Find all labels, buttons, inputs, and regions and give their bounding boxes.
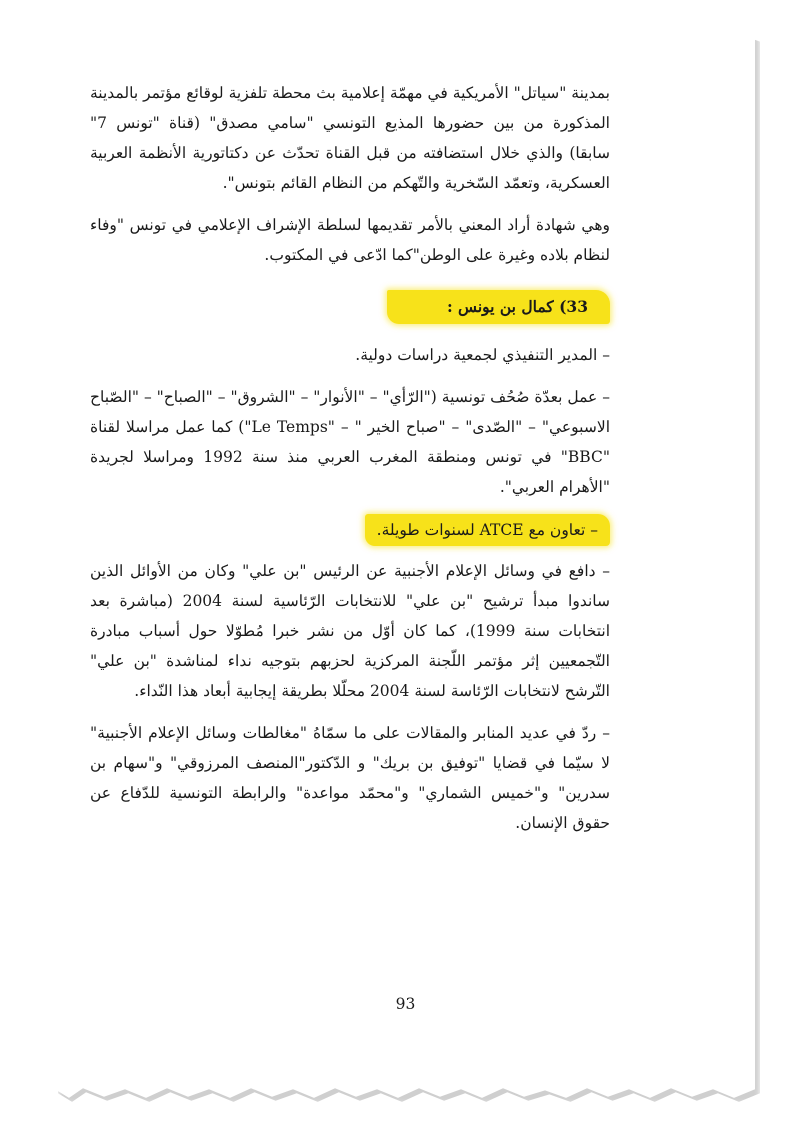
page-number: 93 [395, 995, 416, 1013]
body-paragraph: وهي شهادة أراد المعني بالأمر تقديمها لسلطة الإشراف الإعلامي في تونس "وفاء لنظام بلاده وغيرة على الوطن"كما ادّعى في المكتوب. [90, 216, 610, 264]
section-heading-wrap [90, 290, 610, 324]
body-paragraph: بمدينة "سياتل" الأمريكية في مهمّة إعلامية بث محطة تلفزية لوقائع مؤتمر بالمدينة المذكورة من بين حضورها المذيع التونسي "سامي مصدق" (قناة "تونس 7" سابقا) والذي خلال استضافته من قبل القناة تحدّث عن دكتاتورية الأنظمة العربية العسكرية، وتعمّد السّخرية والتّهكم من النظام القائم بتونس". [90, 84, 610, 192]
bullet-item: – دافع في وسائل الإعلام الأجنبية عن الرئيس "بن علي" وكان من الأوائل الذين ساندوا مبدأ ترشيح "بن علي" للانتخابات الرّئاسية لسنة 2004 (مباشرة بعد انتخابات سنة 1999)، كما كان أوّل من نشر خبرا مُطوّلا حول أسباب مبادرة التّجمعيين إثر مؤتمر اللّجنة المركزية لحزبهم بتوجيه نداء لمناشدة "بن علي" التّرشح لانتخابات الرّئاسة لسنة 2004 محلّلا بطريقة إيجابية أبعاد هذا النّداء. [90, 562, 610, 700]
section-heading: 33) كمال بن يونس : [387, 290, 610, 324]
bullet-item: – عمل بعدّة صُحُف تونسية ("الرّأي" – "الأنوار" – "الشروق" – "الصباح" – "الصّباح الاسبوعي" – "الصّدى" – "صباح الخير " – "Le Temps") كما عمل مراسلا لقناة "BBC" في تونس ومنطقة المغرب العربي منذ سنة 1992 ومراسلا لجريدة "الأهرام العربي". [90, 388, 610, 496]
bullet-item: – ردّ في عديد المنابر والمقالات على ما سمّاهُ "مغالطات وسائل الإعلام الأجنبية" لا سيّما في قضايا "توفيق بن بريك" و الدّكتور"المنصف المرزوقي" و"سهام بن سدرين" و"خميس الشماري" و"محمّد مواعدة" والرابطة التونسية للدّفاع عن حقوق الإنسان. [90, 724, 610, 832]
highlighted-bullet: – تعاون مع ATCE لسنوات طويلة. [365, 514, 610, 546]
bullet-item: – المدير التنفيذي لجمعية دراسات دولية. [355, 346, 610, 364]
highlighted-bullet-wrap [90, 514, 610, 546]
page-body [90, 78, 610, 838]
